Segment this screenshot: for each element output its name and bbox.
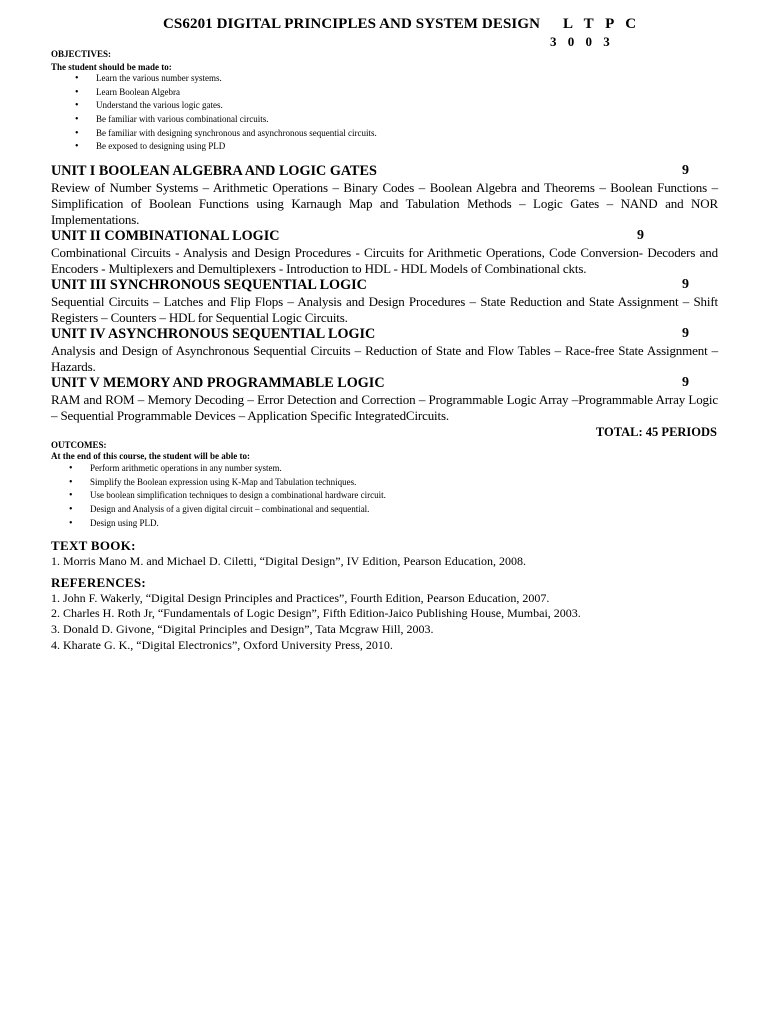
unit-2-title: UNIT II COMBINATIONAL LOGIC [51,228,280,244]
objectives-intro: The student should be made to: [51,62,172,72]
unit-3-hours: 9 [682,277,689,292]
outcomes-intro: At the end of this course, the student will be able to: [51,451,250,461]
list-item: • Design using PLD. [51,517,386,531]
total-periods: TOTAL: 45 PERIODS [595,425,717,439]
course-title: CS6201 DIGITAL PRINCIPLES AND SYSTEM DESIGN [163,16,541,32]
list-item: • Understand the various logic gates. [51,99,377,113]
ltpc-label: L T P C [563,16,641,32]
unit-2-body: Combinational Circuits - Analysis and Design Procedures - Circuits for Arithmetic Operations, Code Conversion- Decoders and Encoders - Multiplexers and Demultiplexers - Introduction to HDL - HDL Models of Combinational ckts. [51,245,718,277]
reference-item: 1. John F. Wakerly, “Digital Design Principles and Practices”, Fourth Edition, Pearson Education, 2007. [51,591,550,605]
unit-1-body: Review of Number Systems – Arithmetic Operations – Binary Codes – Boolean Algebra and Theorems – Boolean Functions – Simplification of Boolean Functions using Karnaugh Map and Tabulation Methods – Logic Gates – NAND and NOR Implementations. [51,180,718,228]
text-book-heading: TEXT BOOK: [51,538,136,553]
unit-4-title: UNIT IV ASYNCHRONOUS SEQUENTIAL LOGIC [51,326,376,342]
unit-4-hours: 9 [682,326,689,341]
reference-item: 2. Charles H. Roth Jr, “Fundamentals of Logic Design”, Fifth Edition-Jaico Publishing House, Mumbai, 2003. [51,606,581,620]
list-item: • Be familiar with various combinational circuits. [51,113,377,127]
reference-item: 3. Donald D. Givone, “Digital Principles and Design”, Tata Mcgraw Hill, 2003. [51,622,434,636]
list-item: • Learn Boolean Algebra [51,86,377,100]
list-item: • Perform arithmetic operations in any number system. [51,462,386,476]
unit-2-hours: 9 [637,228,644,243]
reference-item: 4. Kharate G. K., “Digital Electronics”, Oxford University Press, 2010. [51,638,393,652]
list-item: • Be familiar with designing synchronous and asynchronous sequential circuits. [51,127,377,141]
unit-5-hours: 9 [682,375,689,390]
objectives-heading: OBJECTIVES: [51,49,112,59]
unit-3-body: Sequential Circuits – Latches and Flip Flops – Analysis and Design Procedures – State Reduction and State Assignment – Shift Registers – Counters – HDL for Sequential Logic Circuits. [51,294,718,326]
outcomes-list [51,462,386,530]
list-item: • Learn the various number systems. [51,72,377,86]
unit-5-title: UNIT V MEMORY AND PROGRAMMABLE LOGIC [51,375,385,391]
references-heading: REFERENCES: [51,575,147,590]
text-book-item: 1. Morris Mano M. and Michael D. Ciletti, “Digital Design”, IV Edition, Pearson Education, 2008. [51,554,527,568]
list-item: • Use boolean simplification techniques to design a combinational hardware circuit. [51,489,386,503]
list-item: • Be exposed to designing using PLD [51,140,377,154]
outcomes-heading: OUTCOMES: [51,440,107,450]
unit-5-body: RAM and ROM – Memory Decoding – Error Detection and Correction – Programmable Logic Array –Programmable Array Logic – Sequential Programmable Devices – Application Specific IntegratedCircuits. [51,392,718,424]
unit-1-hours: 9 [682,163,689,178]
list-item: • Simplify the Boolean expression using K-Map and Tabulation techniques. [51,476,386,490]
unit-4-body: Analysis and Design of Asynchronous Sequential Circuits – Reduction of State and Flow Tables – Race-free State Assignment – Hazards. [51,343,718,375]
unit-1-title: UNIT I BOOLEAN ALGEBRA AND LOGIC GATES [51,163,377,179]
ltpc-values: 3 0 0 3 [550,34,614,49]
list-item: • Design and Analysis of a given digital circuit – combinational and sequential. [51,503,386,517]
objectives-list [51,72,377,154]
unit-3-title: UNIT III SYNCHRONOUS SEQUENTIAL LOGIC [51,277,367,293]
